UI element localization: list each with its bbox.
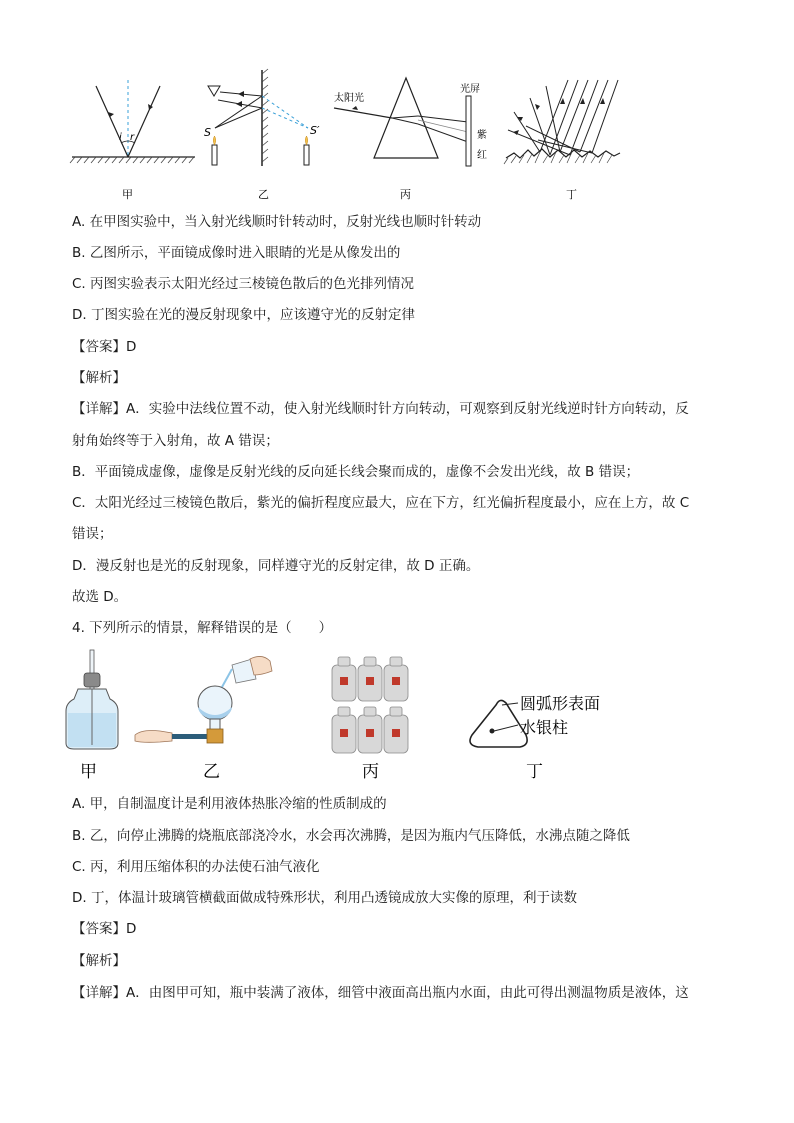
q4-figure bbox=[0, 645, 794, 790]
callout-arc-surface: 圆弧形表面 bbox=[520, 694, 601, 713]
callout-mercury: 水银柱 bbox=[520, 718, 569, 737]
thermometer-cross-section bbox=[470, 694, 600, 782]
q4-label-bing: 丙 bbox=[362, 762, 379, 782]
q4-detail-line-1: 【详解】A．由图甲可知，瓶中装满了液体，细管中液面高出瓶内水面，由此可得出测温物质是液体，这 bbox=[72, 985, 689, 1001]
source-s-label: S bbox=[204, 126, 211, 139]
diagram-jia bbox=[70, 80, 195, 201]
q3-option-a: A. 在甲图实验中，当入射光线顺时针转动时，反射光线也顺时针转动 bbox=[72, 214, 482, 230]
q4-label-ding: 丁 bbox=[526, 762, 543, 782]
q4-label-yi: 乙 bbox=[203, 762, 220, 782]
diagram-yi bbox=[204, 69, 320, 201]
q3-detail-line-6: D．漫反射也是光的反射现象，同样遵守光的反射定律，故 D 正确。 bbox=[72, 558, 480, 574]
q4-option-a: A. 甲，自制温度计是利用液体热胀冷缩的性质制成的 bbox=[72, 796, 387, 812]
q3-detail-line-5: 错误； bbox=[72, 526, 113, 542]
q3-answer: 【答案】D bbox=[72, 339, 137, 355]
diagram-bing bbox=[334, 78, 487, 201]
q4-option-d: D. 丁，体温计玻璃管横截面做成特殊形状，利用凸透镜成放大实像的原理，利于读数 bbox=[72, 890, 577, 906]
flask-setup bbox=[135, 656, 272, 782]
red-label: 红 bbox=[477, 150, 487, 161]
q3-analysis-label: 【解析】 bbox=[72, 370, 126, 386]
q4-option-c: C. 丙，利用压缩体积的办法使石油气液化 bbox=[72, 859, 320, 875]
optics-figure bbox=[0, 0, 794, 210]
q4-label-jia: 甲 bbox=[80, 762, 97, 782]
gas-cylinders bbox=[332, 657, 408, 782]
label-bing: 丙 bbox=[400, 188, 411, 201]
q3-detail-line-2: 射角始终等于入射角，故 A 错误； bbox=[72, 433, 279, 449]
angle-r-label: r bbox=[130, 132, 135, 143]
label-ding: 丁 bbox=[566, 188, 577, 201]
label-yi: 乙 bbox=[258, 188, 269, 201]
label-jia: 甲 bbox=[122, 188, 133, 201]
q3-detail-line-4: C．太阳光经过三棱镜色散后，紫光的偏折程度应最大，应在下方，红光偏折程度最小，应在上方，故 C bbox=[72, 495, 690, 511]
q4-stem: 4. 下列所示的情景，解释错误的是（ ） bbox=[72, 620, 333, 636]
q4-option-b: B. 乙，向停止沸腾的烧瓶底部浇冷水，水会再次沸腾，是因为瓶内气压降低，水沸点随之降低 bbox=[72, 828, 630, 844]
screen-label: 光屏 bbox=[460, 84, 480, 95]
q3-option-c: C. 丙图实验表示太阳光经过三棱镜色散后的色光排列情况 bbox=[72, 276, 415, 292]
q3-detail-line-7: 故选 D。 bbox=[72, 589, 128, 605]
q4-answer: 【答案】D bbox=[72, 921, 137, 937]
thermometer-bottle bbox=[66, 650, 118, 782]
image-s-label: S′ bbox=[310, 124, 320, 137]
angle-i-label: i bbox=[119, 132, 122, 143]
q4-analysis-label: 【解析】 bbox=[72, 953, 126, 969]
q3-detail-line-1: 【详解】A．实验中法线位置不动，使入射光线顺时针方向转动，可观察到反射光线逆时针方向转动，反 bbox=[72, 401, 689, 417]
q3-option-b: B. 乙图所示，平面镜成像时进入眼睛的光是从像发出的 bbox=[72, 245, 401, 261]
violet-label: 紫 bbox=[477, 130, 487, 141]
sunlight-label: 太阳光 bbox=[334, 93, 364, 104]
diagram-ding bbox=[504, 80, 620, 201]
q3-detail-line-3: B．平面镜成虚像，虚像是反射光线的反向延长线会聚而成的，虚像不会发出光线，故 B 错误； bbox=[72, 464, 640, 480]
q3-option-d: D. 丁图实验在光的漫反射现象中，应该遵守光的反射定律 bbox=[72, 307, 415, 323]
